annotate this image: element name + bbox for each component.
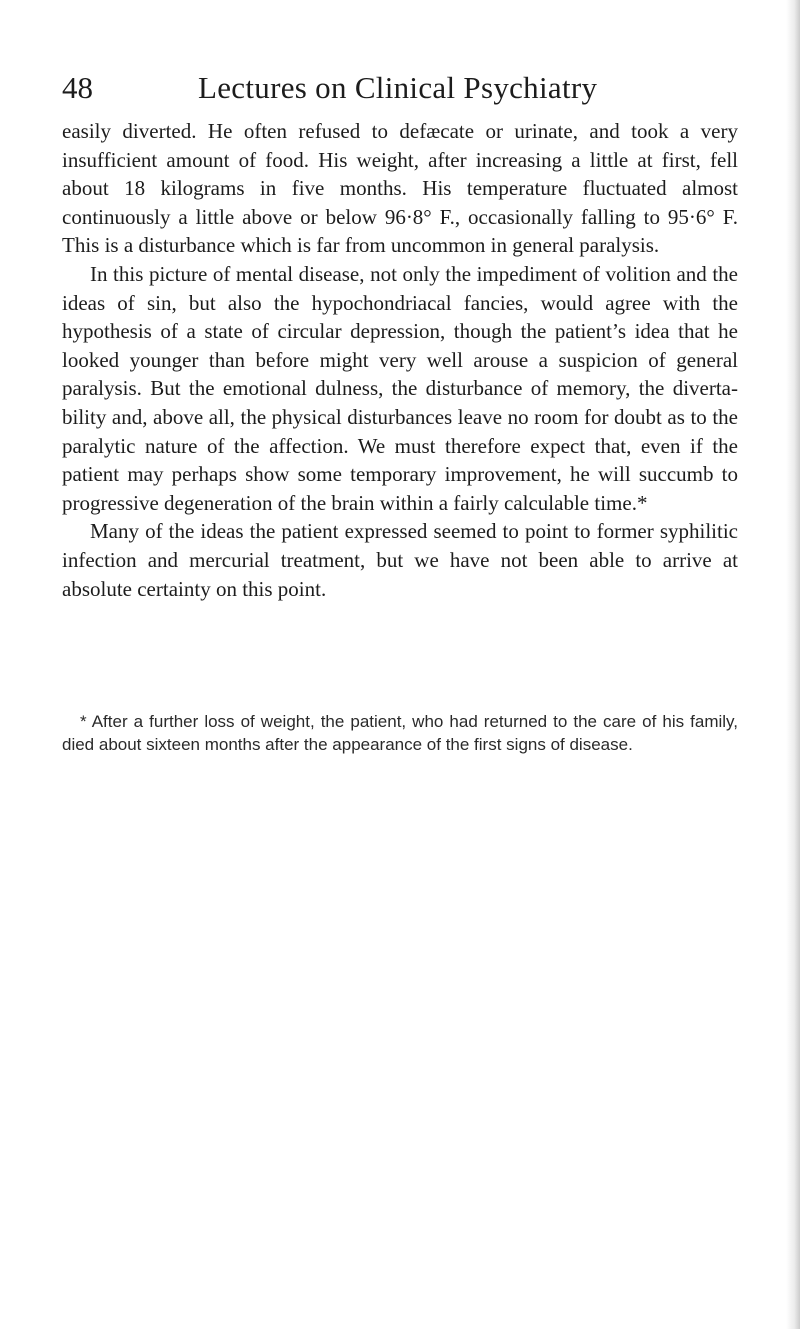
running-title: Lectures on Clinical Psychiatry: [198, 70, 598, 105]
paragraph-continued: easily diverted. He often refused to defæcate or urinate, and took a very insufficient amount of food. His weight, after increasing a little at first, fell about 18 kilograms in five months. His temperature fluctuated almost continuously a little above or below 96·8° F., occasionally falling to 95·6° F. This is a disturbance which is far from uncommon in general paralysis.: [62, 119, 738, 258]
page-number: 48: [62, 70, 93, 105]
footnote: [62, 711, 738, 756]
paragraph-diagnosis: In this picture of mental disease, not only the impediment of volition and the ideas of sin, but also the hypochondriacal fancies, would agree with the hypothesis of a state of circular depression, though the patient’s idea that he looked younger than before might very well arouse a suspicion of general paralysis. But the emotional dulness, the disturbance of memory, the diverta-bility and, above all, the physical disturbances leave no room for doubt as to the paralytic nature of the affection. We must therefore expect that, even if the patient may perhaps show some temporary improvement, he will succumb to progressive degeneration of the brain within a fairly calculable time.*: [62, 261, 738, 515]
page-header: [62, 66, 662, 110]
body-text: [62, 117, 738, 603]
paragraph-syphilis: Many of the ideas the patient expressed seemed to point to former syphilitic infection and mercurial treatment, but we have not been able to arrive at absolute certainty on this point.: [62, 519, 738, 601]
page-edge-shadow: [786, 0, 800, 1329]
footnote-text: * After a further loss of weight, the patient, who had returned to the care of his family, died about sixteen months after the appearance of the first signs of disease.: [62, 712, 738, 754]
